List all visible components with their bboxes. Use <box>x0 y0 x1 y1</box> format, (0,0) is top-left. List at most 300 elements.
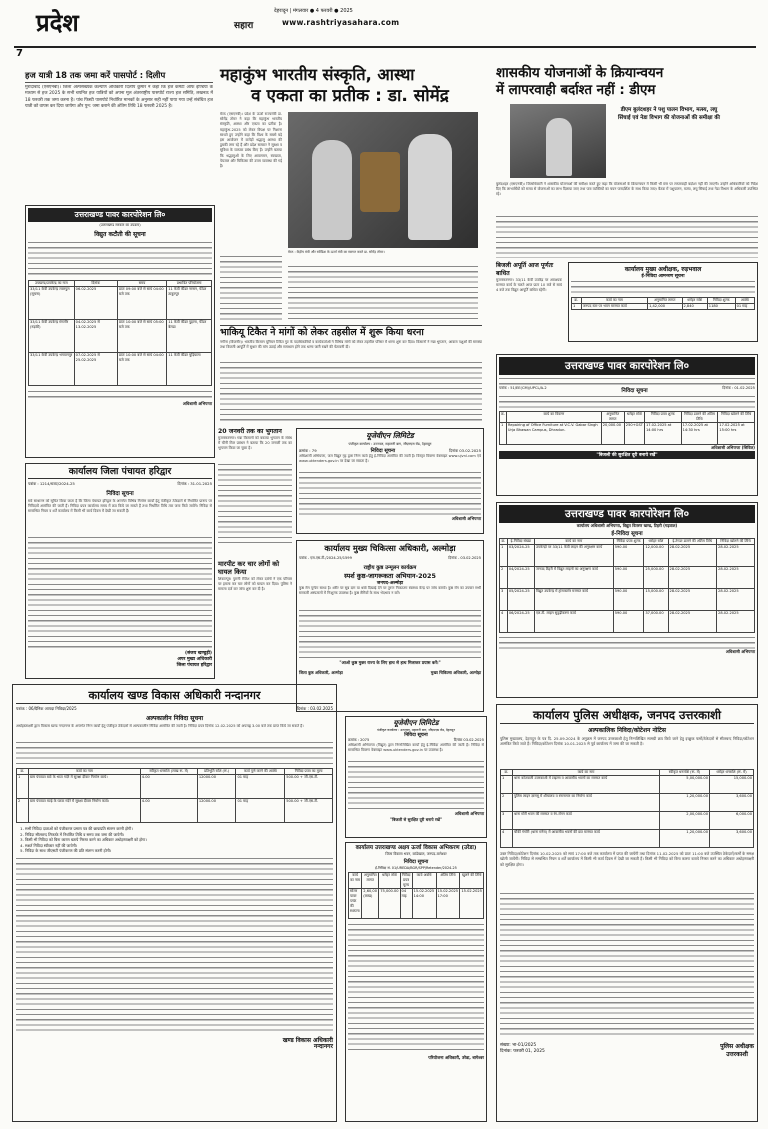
table-cell: 590.00 <box>613 611 644 633</box>
table-cell: 15,000.00 <box>710 776 754 794</box>
marpit-article <box>218 560 292 630</box>
upcl-tehri-sub: कार्यालय अधिशासी अभियन्ता, विद्युत वितरण खण्ड, टिहरी (गढ़वाल) <box>576 523 678 528</box>
table-cell: Repairing of Office Furniture at V.C.V. Gabar Singh Urja Bhawan Campus, Dhradun. <box>506 423 601 445</box>
panchayat-date: दिनांक : 31.01.2025 <box>177 481 212 486</box>
table-cell: 75,000.00 <box>379 889 400 919</box>
table-cell: 04.02.2025 से 13.02.2025 <box>74 320 117 353</box>
somendra-body-lines <box>220 254 282 320</box>
upcl-tehri-table <box>499 538 755 633</box>
table-row <box>501 794 754 812</box>
table-cell: 2,00,000.00 <box>660 812 710 830</box>
ujvn2-date: दिनांक 03.02.2025 <box>453 738 484 742</box>
table-cell: उपकेन्द्रों पर 33/11 केवी लाइन की अनुरक्षण कार्य <box>534 545 613 567</box>
panchayat-signatory-office: जिला पंचायत हरिद्वार <box>176 663 212 668</box>
table-cell: 28.02.2025 <box>668 589 716 611</box>
police-footer-row <box>500 1043 754 1059</box>
table-cell: 2 <box>17 799 29 823</box>
dateline: देहरादून | मंगलवार ● 4 फरवरी ● 2025 <box>274 8 353 14</box>
table-cell: 1 <box>500 423 507 445</box>
table-header: कार्य का नाम <box>29 769 141 775</box>
table-cell: जनपद टिहरी में विद्युत लाइनों का अनुरक्षण कार्य <box>534 567 613 589</box>
police-table <box>500 769 754 848</box>
table-cell: जनपद स्तर पर भवन मरम्मत कार्य <box>581 304 647 310</box>
panchayat-subtitle: निविदा सूचना <box>106 491 134 497</box>
cmo-subtitle-2: स्पर्श कुष्ठ-जागरूकता अभियान-2025 <box>344 572 436 580</box>
table-cell: 4.00 <box>140 775 197 799</box>
table-cell: प्रातः 09:00 बजे से सायं 04:00 बजे तक <box>117 287 166 320</box>
table-header: प्रतिभूति राशि (रू.) <box>197 769 236 775</box>
upcl-right-address-lines <box>499 376 755 386</box>
upcl-tehri-signatory: अधिशासी अभियन्ता <box>725 649 755 654</box>
upcl-left-sub: (उत्तराखण्ड सरकार का उपक्रम) <box>99 223 141 227</box>
police-top-subtitle: ई-निविदा आमन्त्रण सूचना <box>641 274 685 279</box>
upcl-left-signatory: अधिशासी अभियन्ता <box>182 401 212 406</box>
cmo-place: जनपद-अल्मोड़ा <box>376 581 404 586</box>
upcl-right-table <box>499 411 755 445</box>
upcl-tehri-notes-lines <box>499 635 755 649</box>
table-header: उपखण्ड/उपकेन्द्र का नाम <box>29 281 75 287</box>
paper-logo: सहारा <box>234 21 254 31</box>
police-notes-lines <box>500 891 754 1037</box>
table-cell: 37,000.00 <box>644 611 668 633</box>
table-cell: 33/11 केवी उपकेन्द्र मंगलौर (रुड़की) <box>29 320 75 353</box>
table-cell: विद्युत उपकेन्द्र में ट्रांसफार्मर मरम्मत कार्य <box>534 589 613 611</box>
table-cell: 590.00 <box>613 545 644 567</box>
table-cell: 25,000.00 <box>644 567 668 589</box>
table-header: ई-टेण्डर डालने की अंतिम तिथि <box>668 539 716 545</box>
cmo-ad <box>296 540 484 712</box>
table-header: धरोहर राशि <box>379 873 400 889</box>
panchayat-signatory-name: (संजय खण्डूड़ी) <box>184 651 212 656</box>
table-cell: 20,000.00 <box>601 423 624 445</box>
table-cell: ग्राम पंचायत मटई के घटक गदेरे में सुरक्षा दीवार निर्माण कार्य। <box>29 799 141 823</box>
table-cell: 07.02.2025 से 25.02.2025 <box>74 353 117 386</box>
khand-conditions-lines <box>16 856 333 1034</box>
table-cell: 12,000.00 <box>644 545 668 567</box>
khand-table <box>16 768 333 823</box>
table-cell: 03/2024-25 <box>507 545 534 567</box>
cmo-body: कुष्ठ रोग पूर्णतः साध्य है। शरीर पर सुन्न दाग या धब्बे दिखाई देने पर तुरन्त निकटतम स्वास्थ्य केन्द्र पर जांच करायें। कुष्ठ रोग का उपचार सभी सरकारी अस्पतालों में निःशुल्क उपलब्ध है। कुष्ठ रोगियों के साथ भेदभाव न करें। <box>299 586 481 596</box>
ujvn2-ad <box>345 716 487 838</box>
table-header: अंतिम तिथि <box>436 873 460 889</box>
ujvn1-ref: क्रमांक : 79 <box>299 448 317 453</box>
shasakiya-body: बुलंदशहर (एसएनबी)। जिलाधिकारी ने शासकीय योजनाओं की समीक्षा करते हुए कहा कि योजनाओं के क्रियान्वयन में किसी भी स्तर पर लापरवाही बर्दाश्त नहीं की जाएगी। उन्होंने अधिकारियों को निर्देश दिए कि लाभार्थियों को समय से योजनाओं का लाभ दिलाया जाए तथा पात्र व्यक्तियों का चयन पारदर्शिता के साथ किया जाए। बैठक में पशुपालन, मत्स्य, लघु सिंचाई तथा नेडा विभाग के अधिकारी उपस्थित रहे। <box>496 182 758 197</box>
table-cell: पुलिस लाइन ज्ञानसू में शौचालय व स्नानागार का निर्माण कार्य <box>513 794 660 812</box>
table-cell: 2 <box>501 794 513 812</box>
table-row <box>500 423 755 445</box>
table-cell: 33/11 केवी उपकेन्द्र भगवानपुर <box>29 353 75 386</box>
somendra-headline-1: महाकुंभ भारतीय संस्कृति, आस्था <box>220 65 415 84</box>
upcl-right-ref-row <box>499 386 755 394</box>
table-cell: 1 <box>501 776 513 794</box>
table-cell: 15,000.00 <box>644 589 668 611</box>
table-row <box>29 287 212 320</box>
police-top-ad <box>568 262 758 342</box>
table-cell: 1 <box>572 304 582 310</box>
marpit-body: शिकारपुर। पुरानी रंजिश को लेकर दबंगों ने एक परिवार पर हमला कर चार लोगों को घायल कर दिया। पुलिस ने मामला दर्ज कर जांच शुरू कर दी है। <box>218 576 292 592</box>
police-ref-block <box>500 1043 545 1059</box>
table-cell: 4 <box>500 611 508 633</box>
somendra-body-lines-2 <box>288 264 478 320</box>
police-ad <box>496 704 758 1122</box>
police-top-table <box>571 297 755 310</box>
upcl-right-company: उत्तराखण्ड पावर कारपोरेशन लि० <box>499 357 755 375</box>
table-row <box>500 589 755 611</box>
shasakiya-body-lines <box>496 214 758 258</box>
wheat-article <box>218 428 292 556</box>
upcl-right-date: दिनांक : 01.02.2025 <box>722 386 755 390</box>
upcl-left-ad <box>25 205 215 458</box>
police-top-title: कार्यालय मुख्य अधीक्षक, रुड़भवाल <box>624 266 702 273</box>
table-cell: 3,600.00 <box>710 794 754 812</box>
ujvn2-subtitle: निविदा सूचना <box>404 733 428 738</box>
table-cell: 250+GST <box>624 423 644 445</box>
table-header: कार्य का नाम <box>349 873 362 889</box>
table-cell: 11 केवी फीडर पुहाना, फीडर बेलडा <box>167 320 212 353</box>
table-cell: 4 <box>501 830 513 848</box>
table-cell: थाना मोरी भवन की मरम्मत व रंग-रोगन कार्य <box>513 812 660 830</box>
table-header: निविदा शुल्क <box>707 298 735 304</box>
table-header: क्र. <box>501 770 513 776</box>
table-row <box>501 776 754 794</box>
table-cell: 1 <box>17 775 29 799</box>
table-row <box>500 611 755 633</box>
table-cell: 2 <box>500 567 508 589</box>
table-header: निविदा खोलने की तिथि <box>718 412 755 423</box>
shasakiya-headline-1: शासकीय योजनाओं के क्रियान्वयन <box>496 65 664 81</box>
table-cell: 01 माह <box>236 799 285 823</box>
table-cell: 3 <box>501 812 513 830</box>
shasakiya-headline-2: में लापरवाही बर्दाश्त नहीं : डीएम <box>496 83 656 98</box>
ureda-ad <box>345 842 487 1122</box>
shasakiya-article <box>496 64 758 260</box>
wheat-headline: 20 जनवरी तक का भुगतान <box>218 428 282 435</box>
table-cell: 28.02.2025 <box>717 589 755 611</box>
photo-figure <box>312 140 352 240</box>
table-cell: 33/11 केवी उपकेन्द्र लालपुल (सूचना) <box>29 287 75 320</box>
police-subtitle: अल्पकालिक निविदा/कोटेशन नोटिस <box>588 727 666 734</box>
police-signatory-block <box>720 1043 754 1059</box>
table-row <box>500 545 755 567</box>
table-cell: प्रातः 10:00 बजे से सायं 04:00 बजे तक <box>117 353 166 386</box>
photo-figure <box>360 152 400 212</box>
table-cell: 06.02.2025 <box>74 287 117 320</box>
table-row <box>572 304 755 310</box>
shasakiya-photo <box>510 104 606 178</box>
table-cell: 04 माह <box>400 889 412 919</box>
ureda-title: कार्यालय उत्तराखण्ड अक्षय ऊर्जा विकास अभिकरण (उरेडा) <box>355 845 477 851</box>
cmo-signatory-2: मुख्य चिकित्सा अधिकारी, अल्मोड़ा <box>430 670 481 675</box>
table-header: स्वीकृत धनराशि (रू. में) <box>660 770 710 776</box>
table-cell: 15.02.2025 14:00 <box>412 889 436 919</box>
cmo-date: दिनांक - 03.02.2025 <box>448 556 481 560</box>
table-header: अवधि <box>735 298 754 304</box>
police-ref: संख्या: भा-01/2025 <box>500 1043 537 1048</box>
table-header: ई-निविदा संख्या <box>507 539 534 545</box>
table-header: दिनांक <box>74 281 117 287</box>
table-cell: 1,42,000 <box>648 304 682 310</box>
table-cell: 01 माह <box>735 304 754 310</box>
ujvn1-ad <box>296 428 484 534</box>
table-header: कार्य का नाम <box>534 539 613 545</box>
list-item: 4. सशर्त निविदा स्वीकार नहीं की जायेगी। <box>25 843 333 849</box>
khand-date: दिनांक : 03.02.2025 <box>296 706 333 711</box>
table-cell: 6,000.00 <box>710 812 754 830</box>
table-header: प्रभावित परियोजना <box>167 281 212 287</box>
table-cell: चौकी गंगोरी (थाना मनेरा) में आवासीय भवनों की छत मरम्मत कार्य <box>513 830 660 848</box>
table-cell: 12000.00 <box>197 775 236 799</box>
police-signatory-post: पुलिस अधीक्षक <box>720 1043 754 1050</box>
upcl-right-signatory: अधिशासी अभियन्ता (सिविल) <box>711 445 755 450</box>
cmo-subtitle: राष्ट्रीय कुष्ठ उन्मूलन कार्यक्रम <box>363 565 417 571</box>
bhakiyu-headline: भाकियू टिकैत ने मांगों को लेकर तहसील में शुरू किया धरना <box>220 325 482 340</box>
hajj-body: मुरादाबाद (एसएनबी)। जिला अल्पसंख्यक कल्याण अधिकारी दिलीप कुमार ने कहा कि हज कमेटी ऑफ इण्डिया के माध्यम से हज 2025 के सभी चयनित हज यात्रियों को अपना मूल अंतरराष्ट्रीय पासपोर्ट राज्य हज समिति, लखनऊ में 18 फरवरी तक जमा करना है। पांच फिस्टी पासपोर्ट निर्धारित मानकों के अनुसार सही नहीं पाया गया उन्हें संबंधित हज यात्री को वापस कर दिया जायेगा और पुन: जमा कराने की अंतिम तिथि 18 फरवरी 2025 है। <box>25 85 213 109</box>
table-header: धरोहर राशि <box>644 539 668 545</box>
ureda-signatory: परियोजना अधिकारी, उरेडा, बागेश्वर <box>428 1055 484 1061</box>
police-body: पुलिस मुख्यालय, देहरादून के पत्र दि. 25.09.2024 के अनुक्रम में जनपद उत्तरकाशी हेतु निम्नलिखित सामग्री क्रय किये जाने हेतु इच्छुक फर्मों/ठेकेदारों से सीलबन्द निविदा/कोटेशन आमंत्रित किये जाते हैं। निविदा/कोटेशन दिनांक 10.01.2025 से पूर्व कार्यालय में जमा की जा सकती है। <box>500 736 754 747</box>
list-item: 2. निविदा सीलबन्द लिफाफे में निर्धारित तिथि व समय तक जमा की जायेगी। <box>25 832 333 838</box>
table-cell: 17.02.2025 at 14:00 hrs <box>644 423 681 445</box>
table-header: स्वीकृत धनराशि (लाख रू. में) <box>140 769 197 775</box>
list-item: 1. सभी निविदा दाताओं को पंजीकरण प्रमाण पत्र की छायाप्रति संलग्न करनी होगी। <box>25 826 333 832</box>
ujvn2-sub: पंजीकृत कार्यालय : उज्ज्वल, महारानी बाग, जीएमएस रोड, देहरादून <box>377 728 455 732</box>
masthead-rule <box>14 46 756 48</box>
table-row <box>349 889 484 919</box>
bhakiyu-body-lines <box>220 360 482 422</box>
upcl-tehri-title: ई-निविदा सूचना <box>611 531 643 537</box>
table-cell: 17.02.2025 at 15:00 hrs <box>718 423 755 445</box>
table-cell: 2,840 <box>682 304 707 310</box>
table-header: क्र. <box>500 412 507 423</box>
table-header: कार्य पूर्ण करने की अवधि <box>236 769 285 775</box>
table-row <box>29 353 212 386</box>
table-cell: 28.02.2025 <box>717 545 755 567</box>
table-cell: 11 केवी फीडर चुड़ियाला <box>167 353 212 386</box>
table-header: कार्य का विवरण <box>506 412 601 423</box>
cmo-ref: पत्रांक - एस.एस.टी./2024-25/1599 <box>299 556 352 560</box>
table-cell: 28.02.2025 <box>717 567 755 589</box>
table-header: कार्य का नाम <box>513 770 660 776</box>
khand-signatory-place: नन्दानगर <box>313 1042 333 1050</box>
photo-figure <box>546 118 572 176</box>
table-cell: 5,00,000.00 <box>660 776 710 794</box>
khand-title: कार्यालय खण्ड विकास अधिकारी नन्दानगर <box>16 688 333 704</box>
table-header: निविदा प्रपत्र मूल्य <box>401 873 411 888</box>
upcl-left-title: विद्युत कटौती की सूचना <box>94 231 146 238</box>
ureda-notes-lines <box>348 922 484 1052</box>
page-number: 7 <box>16 48 23 59</box>
police-date: दिनांक: फरवरी 01, 2025 <box>500 1049 545 1054</box>
table-cell: 28.02.2025 <box>668 611 716 633</box>
police-signatory-place: उत्तरकाशी <box>726 1051 748 1058</box>
ujvn2-signatory: अधिशासी अभियन्ता <box>454 811 484 816</box>
table-cell: 06/2024-25 <box>507 611 534 633</box>
table-header: अनुमानित लागत <box>601 412 624 423</box>
ureda-subtitle: निविदा सूचना <box>403 859 429 866</box>
panchayat-title: कार्यालय जिला पंचायत हरिद्वार <box>28 466 212 479</box>
table-cell: 04/2024-25 <box>507 567 534 589</box>
khand-ref-row <box>16 706 333 712</box>
table-header: क्र. <box>572 298 582 304</box>
list-item: 3. किसी भी निविदा को बिना कारण बताये निरस्त करने का अधिकार अधोहस्ताक्षरी को होगा। <box>25 837 333 843</box>
table-cell: 1,20,000.00 <box>660 794 710 812</box>
upcl-tehri-company: उत्तराखण्ड पावर कारपोरेशन लि० <box>499 505 755 523</box>
hajj-article <box>25 70 213 202</box>
table-cell: 17.02.2025 at 14:30 hrs <box>681 423 718 445</box>
table-cell: 15.02.2025 <box>460 889 484 919</box>
table-cell: 1 <box>500 545 508 567</box>
table-header: क्र. <box>17 769 29 775</box>
table-cell: 12000.00 <box>197 799 236 823</box>
bhakiyu-article <box>220 325 482 425</box>
table-header: निविदा खोलने की तिथि <box>717 539 755 545</box>
table-cell: एल.टी. लाइन सुदृढ़ीकरण कार्य <box>534 611 613 633</box>
khand-ref: पत्रांक : 06/दैनिक आपदा निविदा/2025 <box>16 706 77 711</box>
wheat-body-lines <box>218 462 292 544</box>
cmo-slogan: "आओ कुष्ठ मुक्त राज्य के लिए हाथ से हाथ मिलाकर प्रयास करें।" <box>339 660 441 665</box>
khand-signatory-post: खण्ड विकास अधिकारी <box>282 1036 333 1044</box>
upcl-left-footer-lines <box>28 389 212 401</box>
upcl-right-title: निविदा सूचना <box>621 388 648 394</box>
upcl-left-company: उत्तराखण्ड पावर कारपोरेशन लि० <box>28 208 212 222</box>
panchayat-body-lines <box>28 535 212 649</box>
ujvn2-body-lines <box>348 759 484 811</box>
panchayat-ref: पत्रांक : 1214/बजट/2024-25 <box>28 481 75 486</box>
cmo-title: कार्यालय मुख्य चिकित्सा अधिकारी, अल्मोड़ा <box>324 543 456 553</box>
photo-figure <box>408 134 452 240</box>
table-cell: 15.02.2025 17:00 <box>436 889 460 919</box>
bijli-article <box>496 262 562 354</box>
somendra-photo-caption: मेरठ : केंद्रीय मंत्री और स्वीडिश के ऊर्जा मंत्री का स्वागत करते डा. सोमेंद्र तोमर। <box>288 250 385 254</box>
khand-conditions <box>25 826 333 854</box>
table-row <box>17 775 333 799</box>
table-cell: 500.00 + जी.एस.टी. <box>285 775 333 799</box>
panchayat-body: सर्व साधारण को सूचित किया जाता है कि जिला पंचायत हरिद्वार के अन्तर्गत विभिन्न निर्माण कार्यों हेतु पंजीकृत ठेकेदारों से निर्धारित प्रारूप पर निविदायें आमंत्रित की जाती हैं। निविदा प्रपत्र कार्यालय समय में क्रय किये जा सकते हैं तथा निर्धारित तिथि तक जमा किये जायेंगे। निविदा से सम्बन्धित नियम व शर्तें कार्यालय में किसी भी कार्य दिवस में देखी जा सकती हैं। <box>28 499 212 514</box>
table-header: क्र. <box>501 539 506 543</box>
ujvn1-subtitle: निविदा सूचना <box>370 448 396 454</box>
ujvn2-tagline: "बिजली से सुरक्षित दूरी बनाये रखें" <box>390 817 442 822</box>
somendra-body: मेरठ (एसएनबी)। प्रदेश के ऊर्जा राज्यमंत्री डा. सोमेंद्र तोमर ने कहा कि महाकुंभ भारतीय संस्कृति, आस्था और एकता का प्रतीक है। महाकुंभ-2025 को लेकर विपक्ष पर निशाना साधते हुए उन्होंने कहा कि विश्व के सबसे बड़े इस आयोजन में करोड़ों श्रद्धालु आस्था की डुबकी लगा रहे हैं और प्रदेश सरकार ने सुरक्षा व सुविधा के व्यापक प्रबंध किए हैं। उन्होंने बताया कि श्रद्धालुओं के लिए आवागमन, स्वच्छता, पेयजल और चिकित्सा की उत्तम व्यवस्था की गई है। <box>220 112 282 169</box>
table-cell: 2,60,00 (लाख) <box>362 889 379 919</box>
table-header: धरोहर राशि <box>682 298 707 304</box>
table-header: खुलने की तिथि <box>460 873 484 889</box>
upcl-right-notice-lines <box>499 394 755 410</box>
khand-subtitle: अल्पकालीन निविदा सूचना <box>145 715 204 722</box>
table-cell: 28.02.2025 <box>668 545 716 567</box>
police-title: कार्यालय पुलिस अधीक्षक, जनपद उत्तरकाशी <box>500 708 754 724</box>
table-header: कार्य अवधि <box>412 873 436 889</box>
upcl-left-notice-lines <box>28 240 212 278</box>
ujvn2-ref: क्रमांक : 2075 <box>348 738 370 742</box>
panchayat-signatory-post: अपर मुख्य अधिकारी <box>177 657 212 662</box>
table-cell: ग्राम पंचायत बाटे के भाटा गदेरे में सुरक्षा दीवार निर्माण कार्य। <box>29 775 141 799</box>
upcl-right-banner: "बिजली की सुरक्षित दूरी बनाये रखें" <box>499 451 755 459</box>
ureda-ref: ई-निविदा सं. 01/UREDA/BGR/SPP/Retender/2024-25 <box>375 866 457 871</box>
khand-ad <box>12 684 337 1122</box>
ujvn1-company: यूजेवीएन लिमिटेड <box>366 431 414 440</box>
table-cell: 3,600.00 <box>710 830 754 848</box>
upcl-right-ref: पत्रांक : 51/EE(CM)/UPCL/A-2 <box>499 386 547 390</box>
hajj-headline: हज यात्री 18 तक जमा करें पासपोर्ट : दिलीप <box>25 70 213 83</box>
table-cell: 05/2024-25 <box>507 589 534 611</box>
table-header: समय <box>117 281 166 287</box>
shasakiya-kicker: डीएम बुलंदशहर ने पशु पालन विभाग, मत्स्य, लघु सिंचाई एवं नेडा विभाग की योजनाओं की समीक्षा की <box>618 107 720 121</box>
somendra-photo <box>288 112 478 248</box>
cmo-body-lines <box>299 608 481 658</box>
table-header: निविदा प्रपत्र शुल्क <box>644 412 681 423</box>
table-cell: 3 <box>500 589 508 611</box>
masthead <box>14 6 756 59</box>
police-top-lines <box>571 279 755 295</box>
table-cell: 590.00 <box>613 567 644 589</box>
ureda-table <box>348 872 484 919</box>
bhakiyu-body: नगीना (बिजनौर)। भारतीय किसान यूनियन टिकैत गुट के पदाधिकारियों व कार्यकर्ताओं ने विभिन्न मांगों को लेकर तहसील परिसर में धरना शुरू कर दिया। किसानों ने गन्ना भुगतान, आवारा पशुओं की समस्या तथा बिजली आपूर्ति में सुधार की मांग उठाई और समाधान होने तक धरना जारी रखने की चेतावनी दी। <box>220 340 482 350</box>
ujvn2-body: अधिशासी अभियन्ता (विद्युत) द्वारा निम्नलिखित कार्यों हेतु ई-निविदा आमंत्रित की जाती है। निविदा से सम्बन्धित विवरण वेबसाइट www.uktenders.gov.in पर उपलब्ध है। <box>348 743 484 753</box>
panchayat-ad <box>25 463 215 679</box>
table-header: अनुमानित लागत <box>648 298 682 304</box>
table-row <box>500 567 755 589</box>
table-header: अनुमानित लागत <box>362 873 379 889</box>
table-cell: 4.00 <box>140 799 197 823</box>
site-url[interactable]: www.rashtriyasahara.com <box>282 18 400 27</box>
khand-body-lines <box>16 740 333 766</box>
table-row <box>501 830 754 848</box>
marpit-headline: मारपीट कर चार लोगों को घायल किया <box>218 560 280 577</box>
list-item: 5. निविदा के साथ जीएसटी पंजीकरण की प्रति संलग्न करनी होगी। <box>25 848 333 854</box>
table-cell: प्रातः 10:00 बजे से सायं 05:00 बजे तक <box>117 320 166 353</box>
table-cell: 28.02.2025 <box>668 567 716 589</box>
cmo-sign-row <box>299 670 481 676</box>
ujvn1-date: दिनांक 03.02.2025 <box>449 448 481 453</box>
bijli-headline: बिजली अपूर्ति आज पूर्णतः बाधित <box>496 262 554 277</box>
table-header: निविदा प्रपत्र का मूल्य <box>285 769 333 775</box>
bijli-body: मुजफ्फरनगर। 33/11 केवी उपकेंद्र पर आवश्यक मरम्मत कार्य के चलते आज प्रातः 10 बजे से सायं 4 बजे तक विद्युत आपूर्ति बाधित रहेगी। <box>496 278 562 293</box>
table-cell: 28.02.2025 <box>717 611 755 633</box>
table-row <box>29 320 212 353</box>
upcl-tehri-ad <box>496 502 758 698</box>
upcl-right-ad <box>496 354 758 496</box>
table-cell: 1180 <box>707 304 735 310</box>
cmo-ref-row <box>299 556 481 561</box>
ujvn1-body-lines <box>299 470 481 516</box>
table-cell: सोलर पावर प्लांट की स्थापना <box>349 889 362 919</box>
table-cell: 590.00 <box>613 589 644 611</box>
ujvn1-sub: पंजीकृत कार्यालय : उज्ज्वल, महारानी बाग, जीएमएस रोड, देहरादून <box>348 442 432 446</box>
table-row <box>501 812 754 830</box>
cmo-signatory-1: जिला कुष्ठ अधिकारी, अल्मोड़ा <box>299 670 343 675</box>
ujvn1-body: अधिशासी अभियन्ता, जल विद्युत गृह द्वारा निम्न कार्य हेतु ई-निविदा आमंत्रित की जाती है। विस्तृत विवरण वेबसाइट www.ujvnl.com एवं www.uktenders.gov.in पर देखा जा सकता है। <box>299 454 481 464</box>
table-header: निविदा डालने की अंतिम तिथि <box>681 412 718 423</box>
table-header: कार्य का नाम <box>581 298 647 304</box>
table-cell: थाना कोतवाली उत्तरकाशी में टाइल्स व आवासीय भवनों का मरम्मत कार्य <box>513 776 660 794</box>
table-cell: 11 केवी फीडर नरसन, फीडर ठाकुरपुर <box>167 287 212 320</box>
wheat-body: मुजफ्फरनगर। गन्ना किसानों को बकाया भुगतान के संबंध में चीनी मिल प्रबंधन ने बताया कि 20 जनवरी तक का भुगतान किया जा चुका है। <box>218 436 292 451</box>
khand-body: अधोहस्ताक्षरी द्वारा विकास खण्ड नन्दानगर के अन्तर्गत निम्न कार्यों हेतु पंजीकृत ठेकेदारों से अल्पकालीन निविदा आमंत्रित की जाती है। निविदा प्रपत्र दिनांक 12.02.2025 को अपराह्न 3.00 बजे तक प्राप्त किये जा सकते हैं। <box>16 724 304 728</box>
ujvn1-signatory: अधिशासी अभियन्ता <box>451 516 481 521</box>
police-notes: उक्त निविदा/कोटेशन दिनांक 10.02.2025 को सायं 17:00 बजे तक कार्यालय में प्राप्त की जायेंगी तथा दिनांक 11.02.2025 को प्रातः 11:00 बजे उपस्थित ठेकेदारों/फर्मों के समक्ष खोली जायेंगी। निविदा से सम्बन्धित नियम व शर्तें कार्यालय में किसी भी कार्य दिवस में देखी जा सकती हैं। किसी भी निविदा को बिना कारण बताये निरस्त करने का अधिकार अधोहस्ताक्षरी को सुरक्षित होगा। <box>500 851 754 867</box>
table-cell: 01 माह <box>236 775 285 799</box>
table-row <box>17 799 333 823</box>
somendra-article <box>220 64 480 322</box>
ujvn2-company: यूजेवीएन लिमिटेड <box>393 719 439 727</box>
somendra-headline-2: व एकता का प्रतीक : डा. सोमेंद्र <box>251 86 449 106</box>
page-name: प्रदेश <box>36 9 79 37</box>
table-cell: 500.00 + जी.एस.टी. <box>285 799 333 823</box>
panchayat-ref-row <box>28 481 212 487</box>
table-header: निविदा प्रपत्र शुल्क <box>613 539 644 545</box>
table-cell: 1,20,000.00 <box>660 830 710 848</box>
ureda-sub: जिला विकास भवन, कांडेखाल, जनपद-बागेश्वर <box>385 852 447 857</box>
